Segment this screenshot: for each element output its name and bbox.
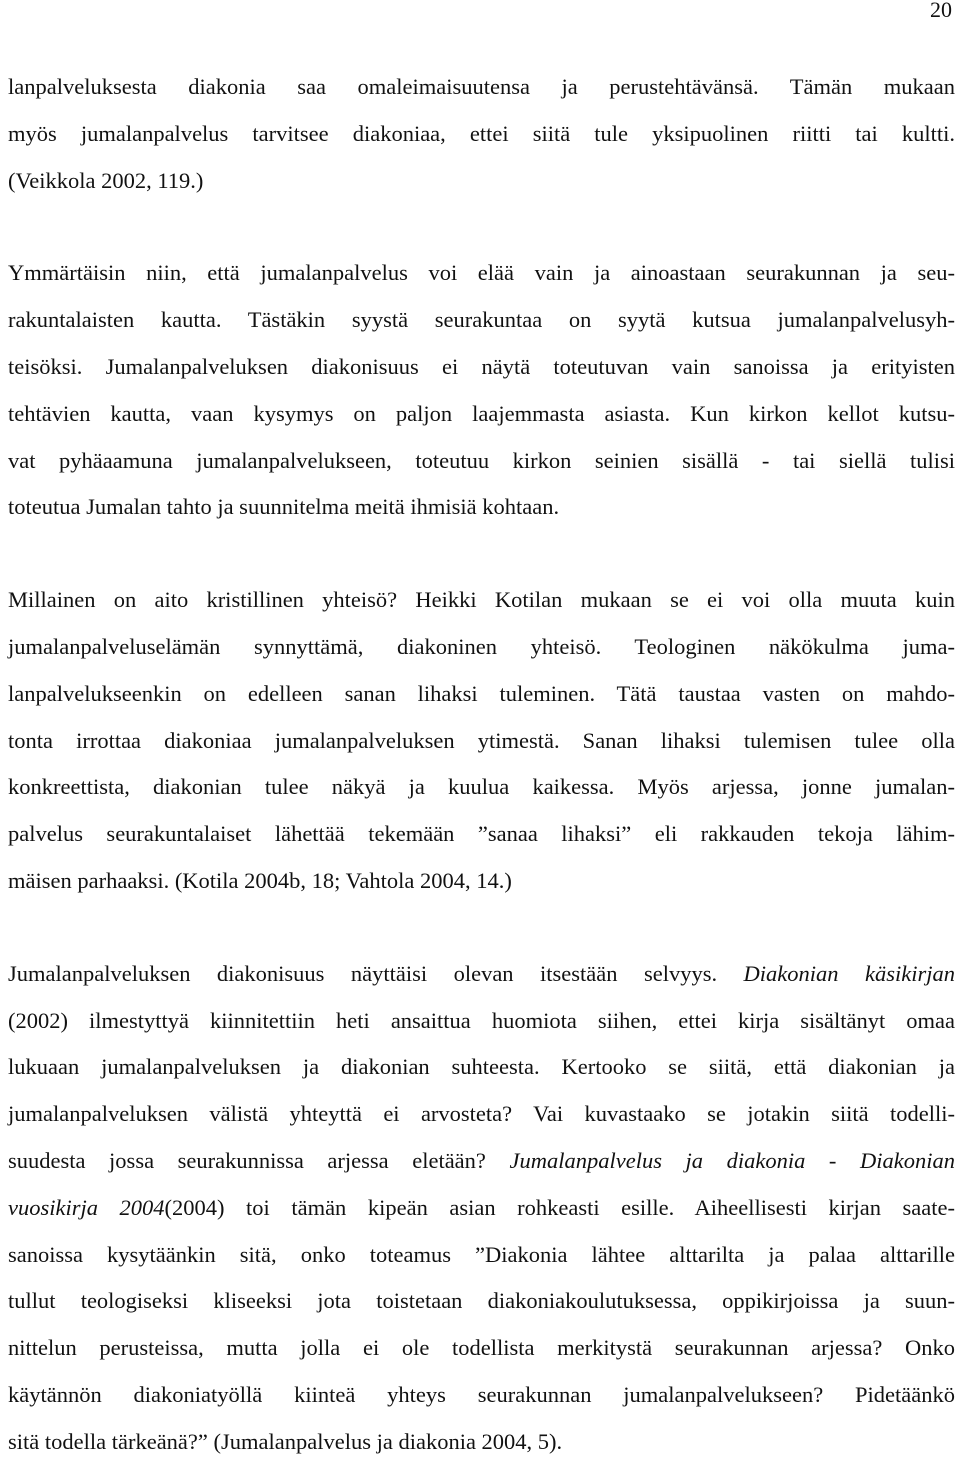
text-line: lanpalveluksesta diakonia saa omaleimaisuutensa ja perustehtävänsä. Tämän mukaan	[8, 74, 955, 99]
text-line: nittelun perusteissa, mutta jolla ei ole todellista merkitystä seurakunnan arjessa? Onko	[8, 1335, 955, 1361]
book-title-diakonian-kasikirja: Diakonian käsikirjan	[743, 960, 955, 986]
text-line: käytännön diakoniatyöllä kiinteä yhteys seurakunnan jumalanpalvelukseen? Pidetäänkö	[8, 1381, 955, 1407]
text-line: sitä todella tärkeänä?” (Jumalanpalvelus ja diakonia 2004, 5).	[8, 1428, 563, 1454]
text-line: toteutua Jumalan tahto ja suunnitelma meitä ihmisiä kohtaan.	[8, 494, 560, 520]
book-title-vuosikirja: vuosikirja 2004	[8, 1194, 165, 1220]
text-line: mäisen parhaaksi. (Kotila 2004b, 18; Vahtola 2004, 14.)	[8, 867, 512, 893]
text-line: sanoissa kysytäänkin sitä, onko toteamus ”Diakonia lähtee alttarilta ja palaa alttarille	[8, 1241, 955, 1267]
text-line	[8, 1138, 955, 1185]
text-run: (2004) toi tämän kipeän asian rohkeasti esille. Aiheellisesti kirjan saate-	[164, 1194, 955, 1220]
paragraph-3	[8, 577, 955, 905]
text-line: lanpalvelukseenkin on edelleen sanan lihaksi tuleminen. Tätä taustaa vasten on mahdo-	[8, 680, 955, 706]
text-line	[8, 951, 955, 998]
text-line: tullut teologiseksi kliseeksi jota toistetaan diakoniakoulutuksessa, oppikirjoissa ja suun-	[8, 1288, 955, 1314]
paragraph-4	[8, 951, 955, 1466]
book-title-jumalanpalvelus-ja-diakonia: Jumalanpalvelus ja diakonia - Diakonian	[509, 1147, 955, 1173]
text-line: jumalanpalveluselämän synnyttämä, diakoninen yhteisö. Teologinen näkökulma juma-	[8, 633, 955, 659]
text-line: rakuntalaisten kautta. Tästäkin syystä seurakuntaa on syytä kutsua jumalanpalvelusyh-	[8, 307, 955, 333]
text-line: jumalanpalveluksen välistä yhteyttä ei arvosteta? Vai kuvastaako se jotakin siitä todelli-	[8, 1101, 955, 1127]
text-line	[8, 1185, 955, 1232]
text-line: konkreettista, diakonian tulee näkyä ja kuulua kaikessa. Myös arjessa, jonne jumalan-	[8, 774, 955, 800]
paragraph-2	[8, 250, 955, 531]
paragraph-1	[8, 64, 955, 204]
text-line: (2002) ilmestyttyä kiinnitettiin heti ansaittua huomiota siihen, ettei kirja sisältänyt omaa	[8, 1007, 955, 1033]
text-run: suudesta jossa seurakunnissa arjessa eletään?	[8, 1147, 510, 1173]
text-line: teisöksi. Jumalanpalveluksen diakonisuus ei näytä toteutuvan vain sanoissa ja erityisten	[8, 353, 955, 379]
page-body	[8, 64, 955, 1466]
text-line: tonta irrottaa diakoniaa jumalanpalveluksen ytimestä. Sanan lihaksi tulemisen tulee olla	[8, 727, 955, 753]
text-line: palvelus seurakuntalaiset lähettää tekemään ”sanaa lihaksi” eli rakkauden tekoja lähim-	[8, 821, 955, 847]
text-line: tehtävien kautta, vaan kysymys on paljon laajemmasta asiasta. Kun kirkon kellot kutsu-	[8, 400, 955, 426]
page-number: 20	[930, 0, 952, 22]
text-line: vat pyhäaamuna jumalanpalvelukseen, toteutuu kirkon seinien sisällä - tai siellä tulisi	[8, 447, 955, 473]
text-line: myös jumalanpalvelus tarvitsee diakoniaa, ettei siitä tule yksipuolinen riitti tai kultti.	[8, 120, 955, 146]
text-line: Ymmärtäisin niin, että jumalanpalvelus voi elää vain ja ainoastaan seurakunnan ja seu-	[8, 260, 955, 286]
text-line: (Veikkola 2002, 119.)	[8, 167, 204, 193]
text-run: Jumalanpalveluksen diakonisuus näyttäisi olevan itsestään selvyys.	[8, 960, 744, 986]
text-line: lukuaan jumalanpalveluksen ja diakonian suhteesta. Kertooko se siitä, että diakonian ja	[8, 1054, 955, 1080]
text-line: Millainen on aito kristillinen yhteisö? Heikki Kotilan mukaan se ei voi olla muuta kuin	[8, 587, 955, 613]
